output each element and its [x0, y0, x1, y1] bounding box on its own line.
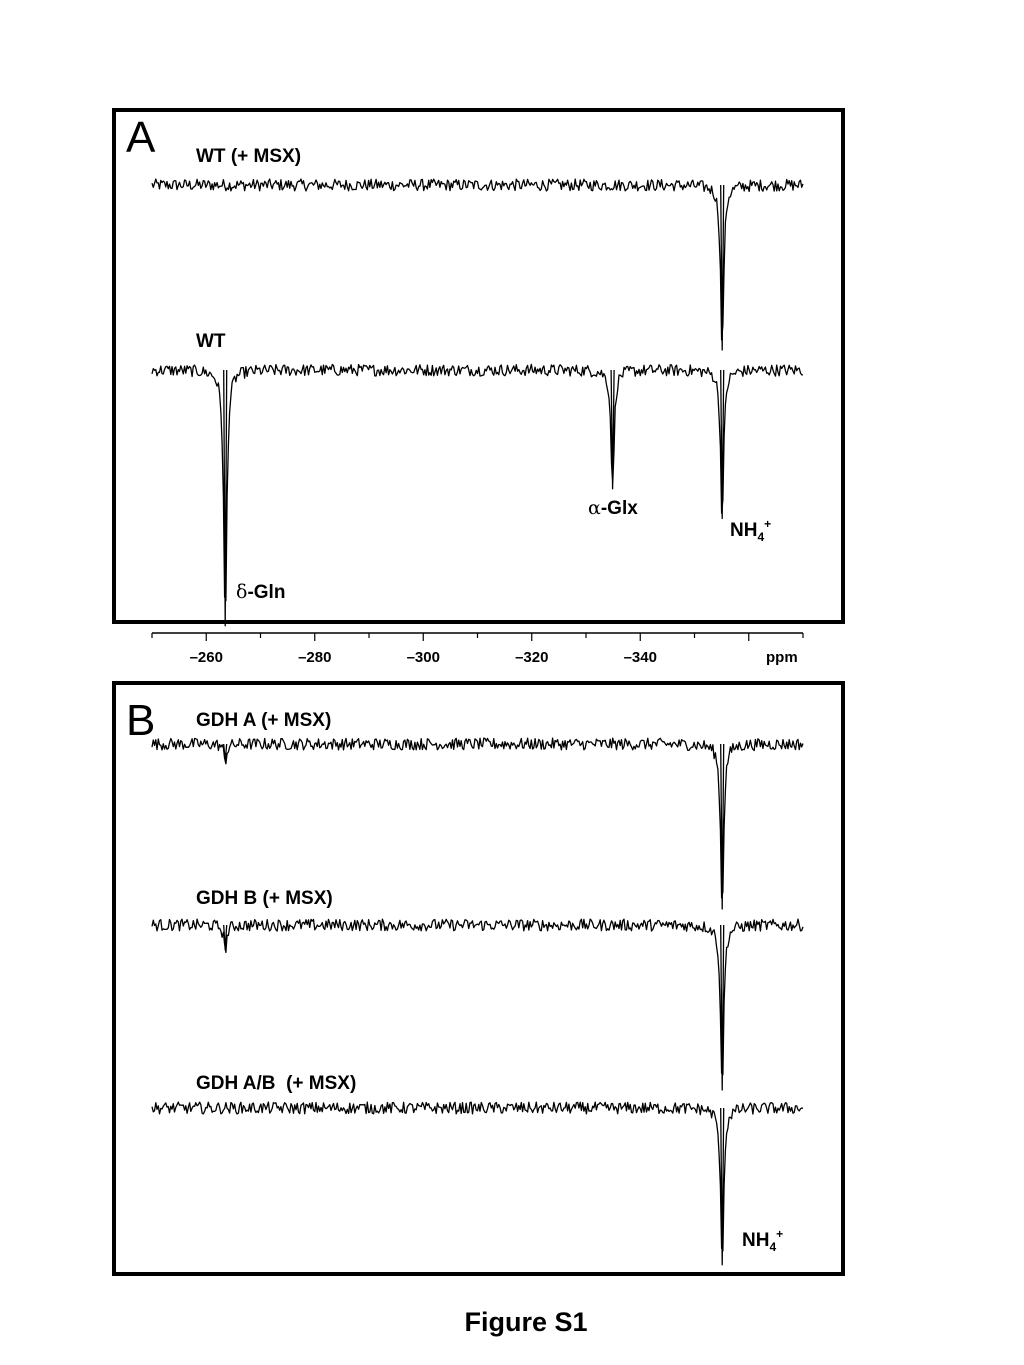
spectrum-trace-a-1 — [152, 179, 803, 350]
ppm-axis-tick-label: –340 — [623, 649, 657, 666]
peak-label-nh4-a: $NH_4^+$ — [730, 517, 772, 544]
ppm-axis-tick-label: –280 — [298, 649, 332, 666]
ppm-axis-tick-label: –320 — [515, 649, 549, 666]
series-label-gdh-b: GDH B (+ MSX) — [196, 888, 333, 909]
spectrum-trace-b-3 — [152, 1102, 803, 1265]
peak-label-delta-gln: δ-Gln — [236, 581, 286, 603]
series-label-wt-msx: WT (+ MSX) — [196, 146, 302, 167]
series-label-gdh-ab: GDH A/B (+ MSX) — [196, 1073, 357, 1094]
peak-label-nh4-b: $NH_4^+$ — [742, 1227, 784, 1254]
ppm-axis-tick-label: –300 — [406, 649, 440, 666]
peak-label-alpha-glx: α-Glx — [588, 497, 638, 519]
panel-a-letter: A — [126, 113, 156, 162]
spectrum-trace-b-1 — [152, 738, 803, 909]
figure-caption: Figure S1 — [464, 1307, 588, 1337]
ppm-axis-unit: ppm — [766, 649, 798, 666]
ppm-axis-tick-label: –260 — [189, 649, 223, 666]
spectrum-trace-b-2 — [152, 919, 803, 1090]
ppm-axis — [152, 633, 803, 666]
series-label-wt: WT — [196, 331, 226, 352]
panel-b-frame — [114, 683, 843, 1274]
series-label-gdh-a: GDH A (+ MSX) — [196, 710, 332, 731]
panel-b-letter: B — [126, 696, 156, 745]
